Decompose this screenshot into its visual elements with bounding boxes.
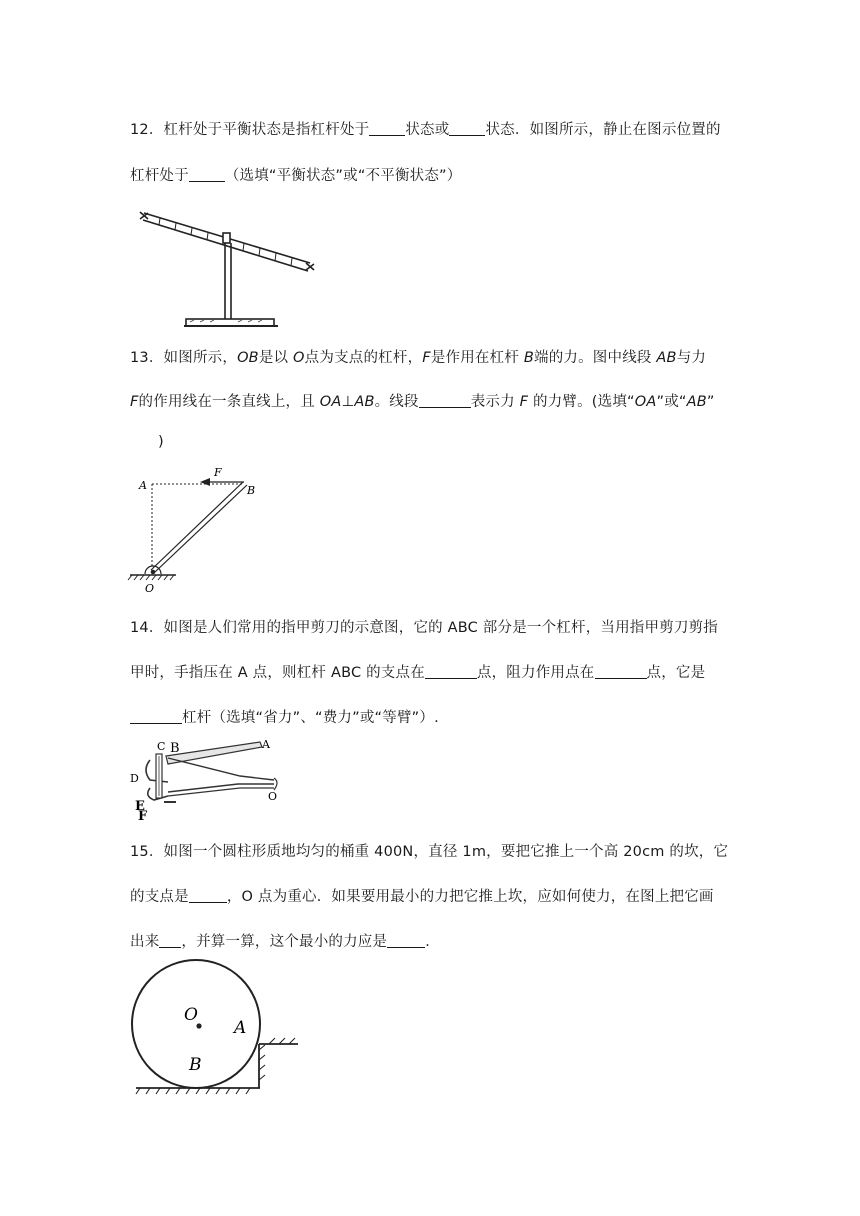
q15-blank-1 xyxy=(189,888,227,903)
q13-symbol: OB xyxy=(237,350,259,366)
q15-text: 的支点是 xyxy=(130,889,189,905)
q13-line-3 xyxy=(158,434,164,450)
q12-text: 12．杠杆处于平衡状态是指杠杆处于 xyxy=(130,122,370,138)
q14-line-2 xyxy=(130,661,705,682)
q12-blank-3 xyxy=(189,167,225,182)
q14-label-o: O xyxy=(268,790,278,803)
q15-text: ，并算一算，这个最小的力应是 xyxy=(181,934,388,950)
q14-label-a: A xyxy=(262,738,270,751)
q15-text: 15．如图一个圆柱形质地均匀的桶重 400N，直径 1m，要把它推上一个高 20cm 的坎，它 xyxy=(130,844,729,860)
q15-text: ． xyxy=(425,934,440,950)
q14-blank-3 xyxy=(130,709,182,724)
q13-text: 表示力 xyxy=(470,394,515,410)
q13-symbol: O xyxy=(293,350,305,366)
q15-text: ，O 点为重心．如果要用最小的力把它推上坎，应如何使力，在图上把它画 xyxy=(226,889,714,905)
q14-label-c: C xyxy=(157,740,166,753)
q12-text: 状态或 xyxy=(405,122,450,138)
q14-text: 点，阻力作用点在 xyxy=(476,665,595,681)
q13-text: 13．如图所示， xyxy=(130,350,238,366)
q13-label-b: B xyxy=(247,484,256,497)
q14-line-1 xyxy=(130,616,718,637)
q14-label-d: D xyxy=(130,772,139,785)
q15-text: 出来 xyxy=(130,934,160,950)
q14-label-b: B xyxy=(170,741,180,756)
q12-text: 状态．如图所示，静止在图示位置的 xyxy=(485,122,721,138)
q13-text: 端的力。图中线段 xyxy=(534,350,652,366)
q13-label-a: A xyxy=(139,479,147,492)
q12-lever-figure xyxy=(138,205,328,333)
q13-text: ) xyxy=(158,434,164,450)
q14-line-3 xyxy=(130,706,439,727)
q13-text: 的力臂。(选填“ xyxy=(533,394,635,410)
q13-text: ”或“ xyxy=(656,394,687,410)
q12-text: （选填“平衡状态”或“不平衡状态”） xyxy=(224,168,462,184)
q13-symbol: F xyxy=(422,350,431,366)
q13-line-1 xyxy=(130,346,706,367)
q15-line-1 xyxy=(130,840,728,861)
q13-label-o: O xyxy=(145,582,155,595)
q13-label-f: F xyxy=(214,466,222,479)
q13-text: ” xyxy=(706,394,715,410)
q14-nail-clipper-figure xyxy=(128,734,288,822)
q13-blank xyxy=(419,393,471,408)
q15-cylinder-figure xyxy=(128,958,308,1098)
q14-text: 杠杆（选填“省力”、“费力”或“等臂”）. xyxy=(182,710,439,726)
q13-symbol: OA⊥AB xyxy=(319,394,375,410)
q13-symbol: OA xyxy=(634,394,657,410)
q13-text: 点为支点的杠杆， xyxy=(304,350,423,366)
q12-line-2 xyxy=(130,164,461,185)
q14-label-f: F xyxy=(138,809,148,824)
q14-blank-2 xyxy=(595,664,647,679)
q15-line-2 xyxy=(130,885,714,906)
q15-blank-3 xyxy=(387,933,425,948)
q13-line-2 xyxy=(130,390,715,411)
q14-label-e: E xyxy=(135,799,145,814)
q13-text: 。线段 xyxy=(374,394,419,410)
q15-line-3 xyxy=(130,930,440,951)
q15-label-o: O xyxy=(184,1005,198,1025)
q13-text: 是以 xyxy=(258,350,289,366)
q12-blank-2 xyxy=(449,121,485,136)
q13-text: 是作用在杠杆 xyxy=(430,350,520,366)
q15-label-b: B xyxy=(189,1055,202,1075)
q13-symbol: B xyxy=(523,350,534,366)
q13-symbol: AB xyxy=(686,394,707,410)
q13-symbol: F xyxy=(130,394,139,410)
q13-symbol: F xyxy=(519,394,529,410)
q12-text: 杠杆处于 xyxy=(130,168,189,184)
q13-text: 的作用线在一条直线上，且 xyxy=(138,394,315,410)
q12-blank-1 xyxy=(369,121,405,136)
q14-text: 14．如图是人们常用的指甲剪刀的示意图，它的 ABC 部分是一个杠杆，当用指甲剪刀剪指 xyxy=(130,620,719,636)
q15-label-a: A xyxy=(234,1018,247,1038)
q12-line-1 xyxy=(130,118,721,139)
q13-text: 与力 xyxy=(676,350,707,366)
q15-blank-2 xyxy=(159,933,181,948)
q14-text: 甲时，手指压在 A 点，则杠杆 ABC 的支点在 xyxy=(130,665,425,681)
q13-lever-figure xyxy=(128,462,268,596)
q14-text: 点，它是 xyxy=(646,665,706,681)
q13-symbol: AB xyxy=(656,350,677,366)
q14-blank-1 xyxy=(425,664,477,679)
